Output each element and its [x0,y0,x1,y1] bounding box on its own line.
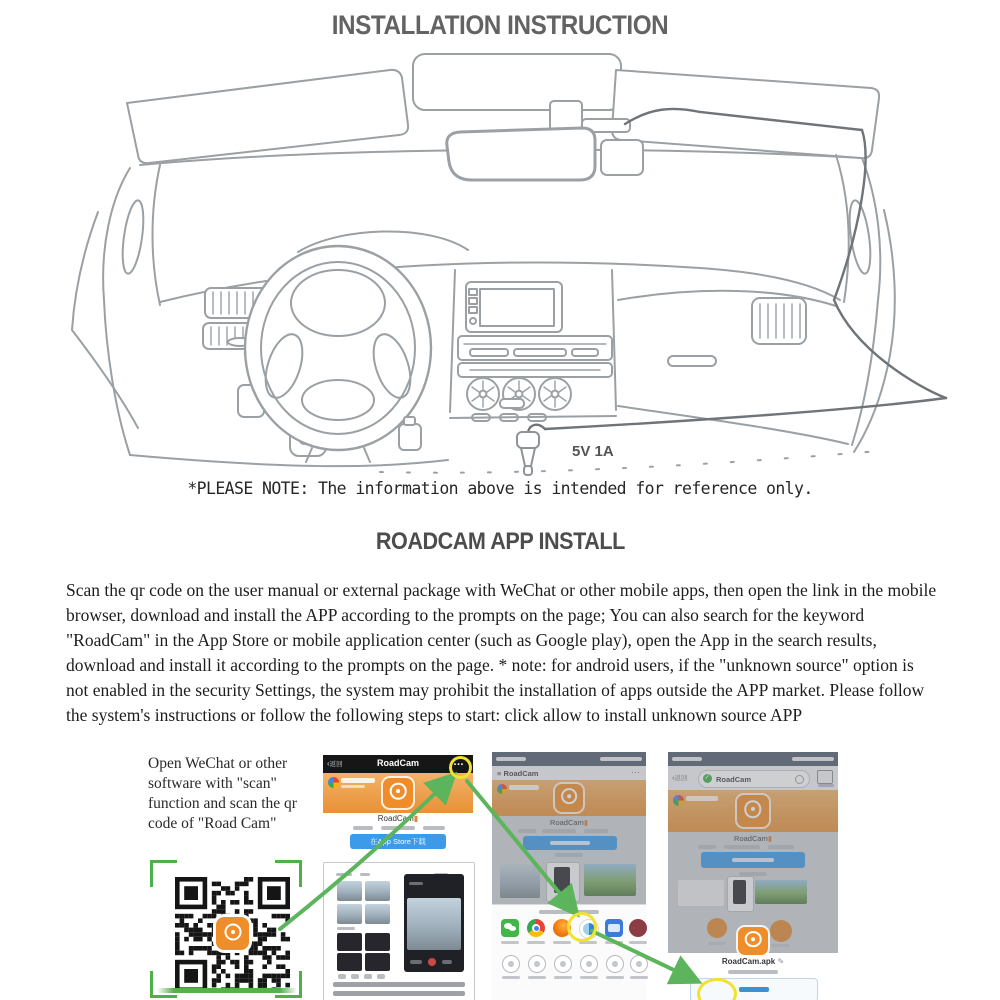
phone-mock-tile [727,876,754,912]
highlight-circle-menu [449,756,472,779]
share-icon-label [527,941,545,944]
menu-dots-icon: … [453,756,465,768]
review-count-text [542,829,576,833]
carrier-text [496,757,526,761]
share-icon-label [629,941,647,944]
description-line [333,991,465,996]
settings-icon [630,955,648,973]
search-icon [795,775,804,784]
review-count-text [381,826,415,830]
report-icon [528,955,546,973]
url-search-field [698,770,810,788]
favorites-icon [502,955,520,973]
apk-size-text [728,970,778,974]
review-count-text [724,845,760,849]
tool-icon-label [630,976,648,979]
store-logo-text [509,785,539,790]
button-text [550,841,590,845]
phone2-screenshot [492,752,646,1000]
app-screenshot-tile [337,953,362,971]
qr-center-logo-icon [216,917,249,950]
power-spec-label: 5V 1A [572,443,614,460]
tabs-icon [817,770,833,784]
app-screenshot-tile [337,933,362,951]
phone2-dimmed-content [492,752,646,904]
pager-dot [351,974,359,979]
scan-step-text: Open WeChat or other software with "scan" function and scan the qr code of "Road Cam" [148,755,297,832]
back-button: ‹返回 [327,759,343,768]
store-logo-text [686,796,718,801]
section-heading: ROADCAM APP INSTALL [375,528,625,555]
related-app-label [771,944,789,947]
apk-download-dialog [668,953,838,1000]
roadcam-app-icon [555,784,583,812]
back-button: ‹返回 [672,773,688,782]
apk-file-icon [738,927,768,955]
phone3-dimmed-content [668,752,838,953]
tool-icon-label [502,976,520,979]
app-screenshot-tile [584,864,636,896]
copy-link-icon [554,955,572,973]
roadcam-app-icon [737,795,769,827]
share-icon-label [605,941,623,944]
share-sheet-title [539,910,599,914]
app-screenshot-tile [365,904,390,924]
url-text: RoadCam [716,774,752,784]
phone2-app-banner [492,780,646,816]
app-screenshot-tile [365,933,390,951]
app-screenshot-tile [500,864,540,898]
scan-corner-icon [150,860,177,887]
size-text [584,829,608,833]
phone2-statusbar [492,752,646,766]
tool-icon-label [554,976,572,979]
reference-note: *PLEASE NOTE: The information above is intended for reference only. [187,479,813,498]
store-logo-icon [497,784,507,794]
other-app-icon [629,919,647,937]
roadcam-app-icon [383,778,413,808]
car-interior-diagram [0,30,1000,480]
phone2-app-name: RoadCam▮ [550,818,588,827]
tool-icon-label [606,976,624,979]
phone3-screenshot [668,752,838,1000]
install-instructions-paragraph: Scan the qr code on the user manual or external package with WeChat or other mobile apps, then open the link in the mobile browser, download and install the APP according to the prompts on the page; You can also search for the keyword "RoadCam" in the App Store or mobile application center (such as Google play), open the App in the search results, download and install it according to the prompts on the page. * note: for android users, if the "unknown source" option is not enabled in the security Settings, the system may prohibit the installation of apps outside the APP market. Please follow the system's instructions or follow the following steps to start: click allow to install unknown source APP [66,580,937,725]
status-icons [600,757,642,761]
record-button-icon [428,958,436,966]
store-logo-icon [673,795,684,806]
rating-text [353,826,373,830]
app-screenshot-tile [337,881,362,901]
phone1-app-banner [323,773,473,813]
video-frame [407,898,461,950]
search-page-icon [606,955,624,973]
related-app-icon [770,920,792,942]
share-icon-label [553,941,571,944]
tool-icon-label [580,976,598,979]
phone3-statusbar [668,752,838,766]
store-logo-icon [328,777,339,788]
store-logo-text [341,778,375,783]
video-preview-tile [404,874,464,972]
menu-dots-icon: ⋯ [631,767,640,777]
video-control [410,960,422,964]
related-app-icon [707,918,727,938]
apk-filename: RoadCam.apk ✎ [721,957,785,966]
phone2-navbar [492,766,646,780]
phone1-app-name: RoadCam▮ [377,814,419,823]
install-button-text [739,987,769,992]
related-app-label [708,942,726,945]
phone1-title: RoadCam [376,758,419,768]
size-text [423,826,445,830]
qq-browser-icon [605,919,623,937]
appstore-download-button: 在App Store下载 [350,834,446,849]
appstore-detail-card [323,862,475,1000]
tabs-label [818,784,834,787]
button-text [732,858,774,862]
secure-shield-icon: ✓ [703,774,712,783]
status-icons [792,757,834,761]
phone3-app-banner [668,790,838,832]
phone3-app-name: RoadCam▮ [734,834,772,843]
app-screenshot-tile [365,953,390,971]
phone3-browser-bar [668,766,838,790]
pager-dot [364,974,372,979]
download-button [523,836,617,850]
grid-caption [337,927,355,930]
app-screenshot-tile [755,880,807,904]
rating-text [518,829,536,833]
store-logo-subtext [341,785,365,788]
phone2-nav-title: ≡ RoadCam [497,769,539,778]
card-label [360,873,370,876]
phone-mock-tile [546,862,580,902]
description-line [333,982,465,987]
card-label [336,873,352,876]
pager-dot [377,974,385,979]
download-button [701,852,805,868]
link-text [739,872,767,876]
refresh-icon [580,955,598,973]
rating-text [698,845,716,849]
share-icon-label [501,941,519,944]
video-hud-text [409,882,423,885]
scan-corner-icon [150,971,177,998]
video-control [442,960,452,964]
page-title: INSTALLATION INSTRUCTION [331,10,669,40]
tool-icon-label [528,976,546,979]
link-text [555,853,583,857]
app-screenshot-tile [678,880,724,906]
chrome-icon [527,919,545,937]
carrier-text [672,757,702,761]
highlight-circle-browser [567,912,597,942]
wechat-icon [501,919,519,937]
pager-dot [338,974,346,979]
size-text [768,845,794,849]
app-screenshot-tile [337,904,362,924]
scan-line [157,988,297,993]
app-screenshot-tile [365,881,390,901]
edit-icon: ✎ [777,957,785,966]
